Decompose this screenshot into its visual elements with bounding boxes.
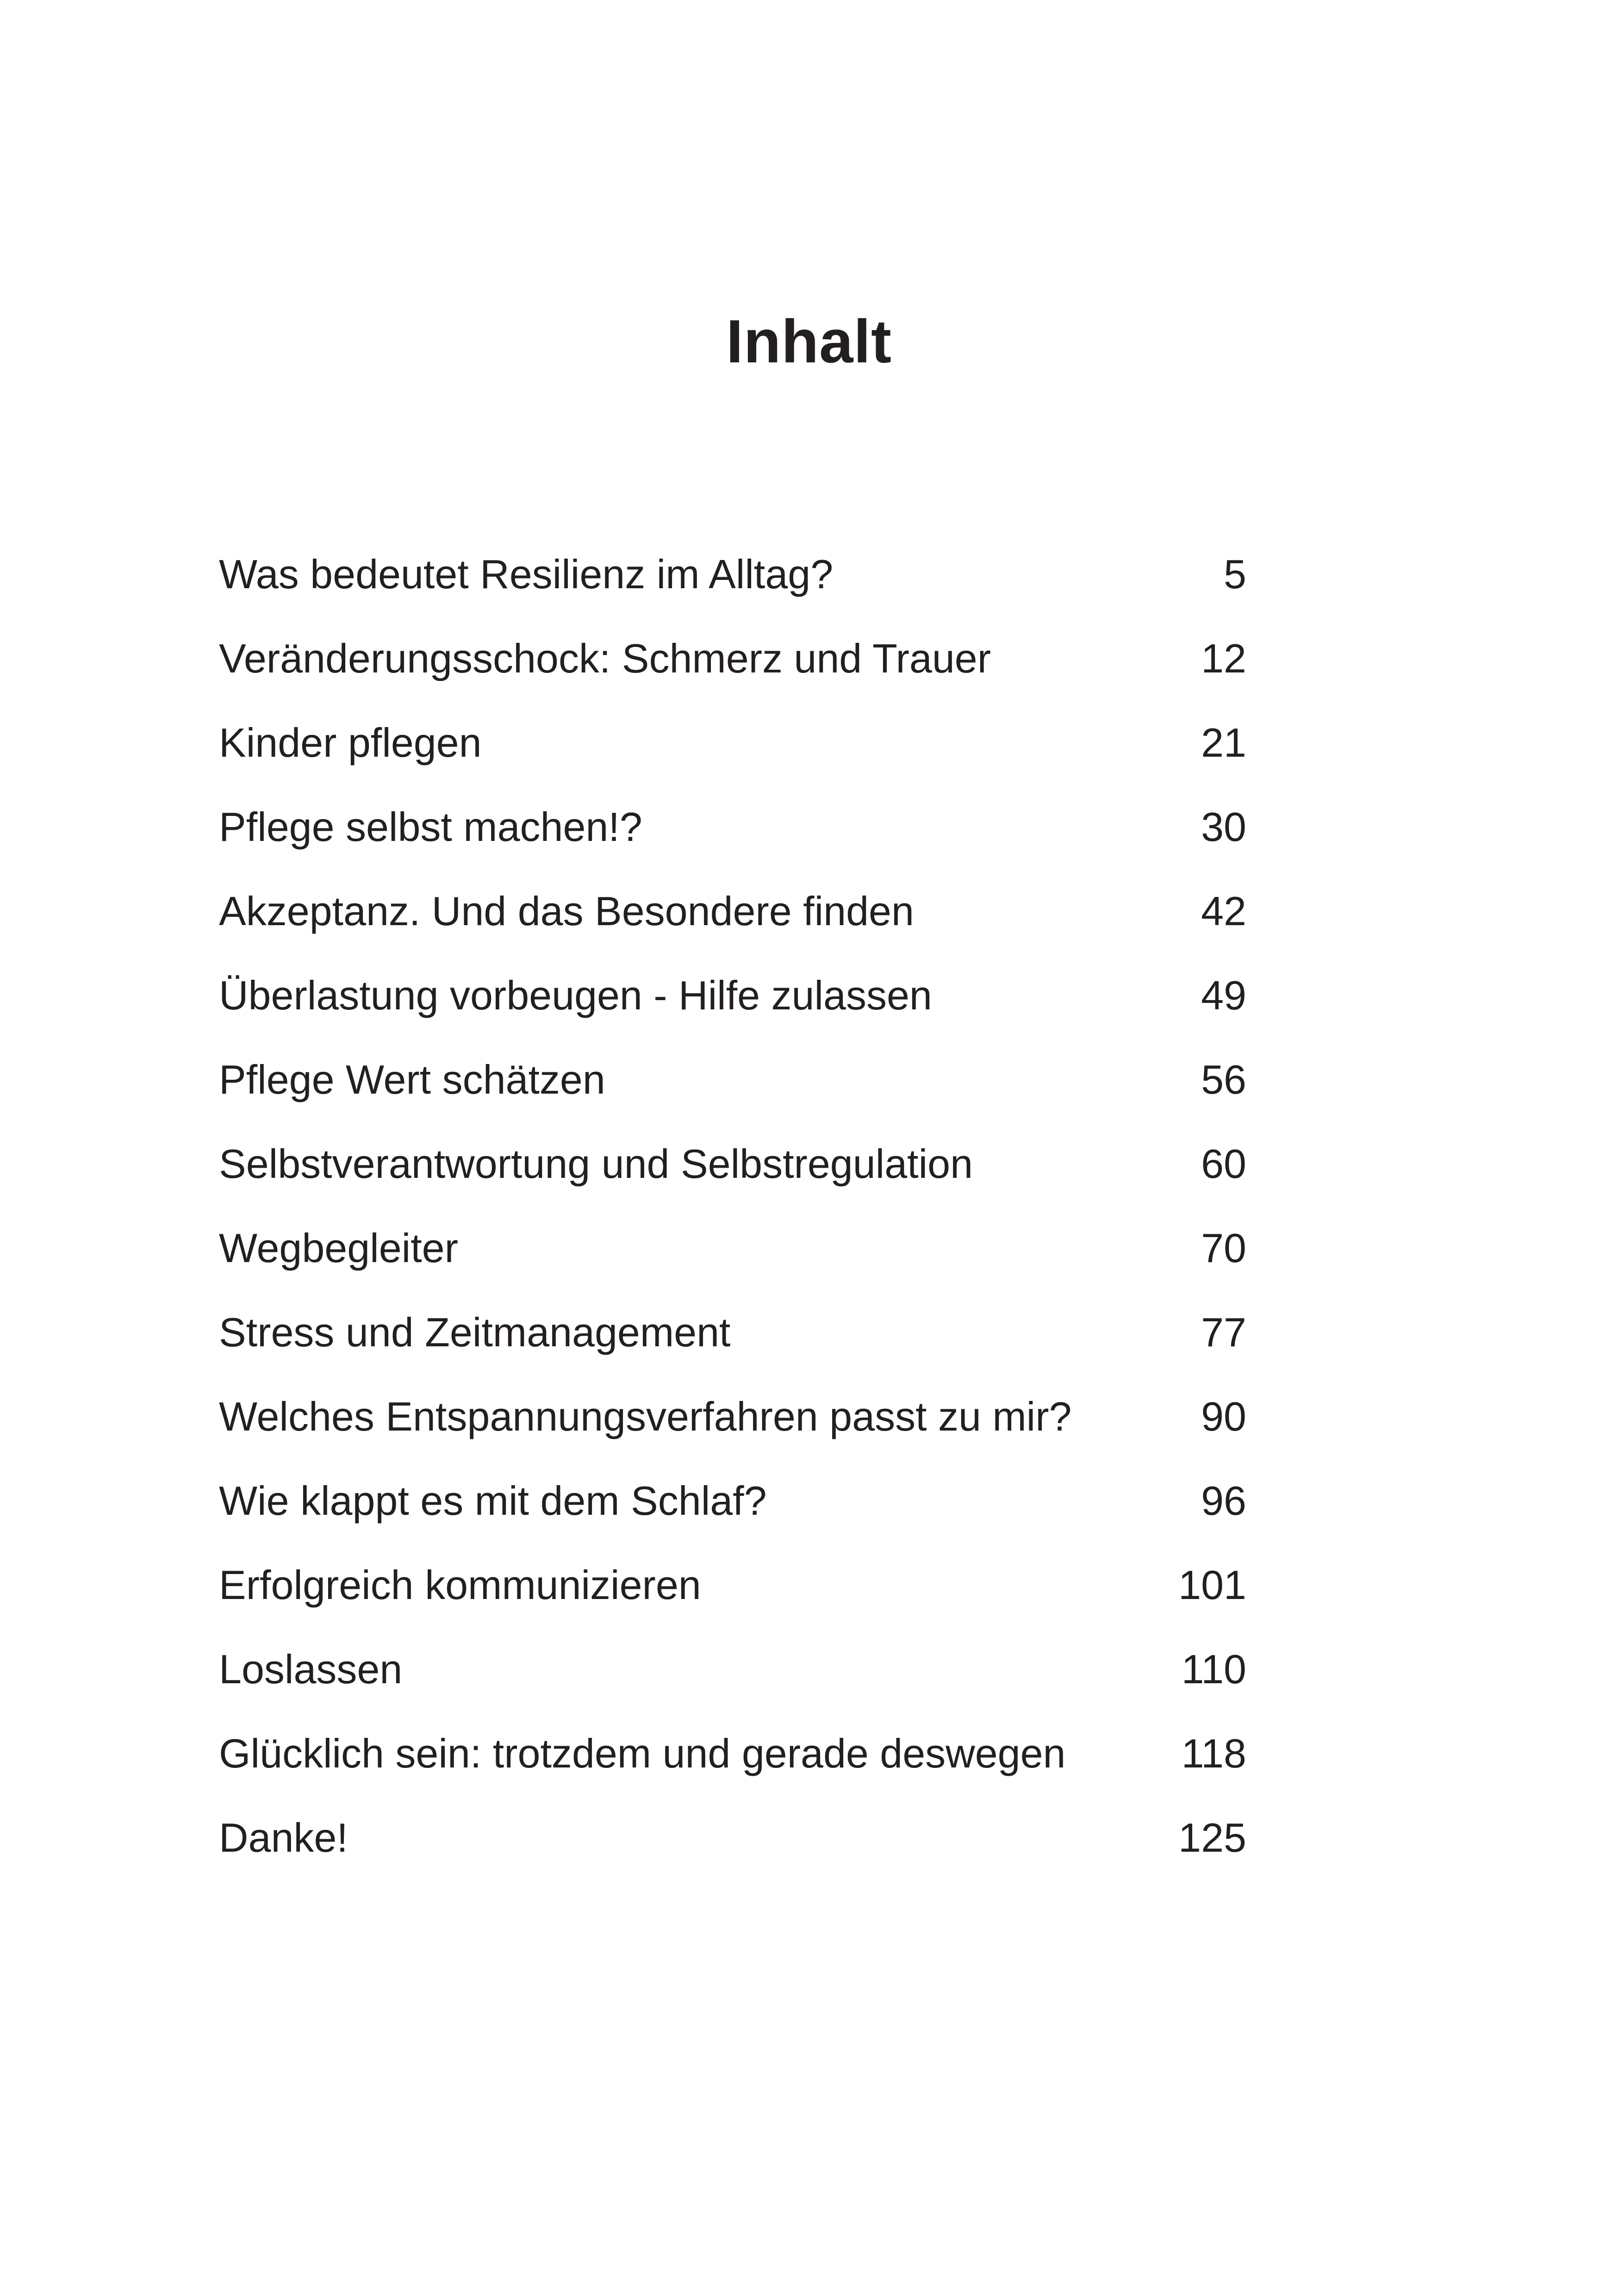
- toc-entry: [219, 785, 1246, 869]
- toc-entry: [219, 1122, 1246, 1206]
- toc-entry-page-number: 56: [1201, 1057, 1246, 1102]
- toc-entry: [219, 616, 1246, 701]
- toc-entry: [219, 1290, 1246, 1375]
- toc-entry-title: Wegbegleiter: [219, 1225, 458, 1271]
- toc-entry-title: Pflege Wert schätzen: [219, 1057, 605, 1102]
- toc-entry: [219, 1543, 1246, 1627]
- toc-entry-page-number: 125: [1178, 1815, 1246, 1860]
- toc-entry-title: Glücklich sein: trotzdem und gerade deswegen: [219, 1730, 1066, 1776]
- toc-entry-title: Stress und Zeitmanagement: [219, 1309, 731, 1355]
- toc-entry: [219, 1796, 1246, 1880]
- toc-entry-title: Selbstverantwortung und Selbstregulation: [219, 1141, 973, 1187]
- toc-entry: [219, 953, 1246, 1038]
- toc-entry: [219, 1038, 1246, 1122]
- toc-entry-page-number: 49: [1201, 972, 1246, 1018]
- toc-entry-title: Veränderungsschock: Schmerz und Trauer: [219, 635, 991, 681]
- toc-entry: [219, 1627, 1246, 1711]
- toc-entry-page-number: 60: [1201, 1141, 1246, 1187]
- toc-entry-page-number: 21: [1201, 720, 1246, 765]
- toc-entry: [219, 869, 1246, 953]
- table-of-contents: [219, 532, 1246, 1880]
- toc-entry-title: Wie klappt es mit dem Schlaf?: [219, 1478, 767, 1524]
- toc-entry-title: Danke!: [219, 1815, 348, 1860]
- toc-entry-title: Akzeptanz. Und das Besondere finden: [219, 888, 914, 934]
- toc-entry-page-number: 101: [1178, 1562, 1246, 1608]
- toc-entry-page-number: 12: [1201, 635, 1246, 681]
- toc-entry-page-number: 30: [1201, 804, 1246, 850]
- toc-entry-page-number: 118: [1181, 1730, 1246, 1776]
- toc-entry-page-number: 5: [1224, 551, 1246, 597]
- toc-entry-title: Überlastung vorbeugen - Hilfe zulassen: [219, 972, 932, 1018]
- toc-entry-page-number: 110: [1181, 1646, 1246, 1692]
- toc-entry-title: Erfolgreich kommunizieren: [219, 1562, 701, 1608]
- toc-entry-page-number: 70: [1201, 1225, 1246, 1271]
- toc-entry-page-number: 42: [1201, 888, 1246, 934]
- toc-entry-title: Was bedeutet Resilienz im Alltag?: [219, 551, 834, 597]
- toc-entry: [219, 1206, 1246, 1290]
- toc-entry: [219, 1711, 1246, 1796]
- toc-entry-title: Loslassen: [219, 1646, 403, 1692]
- page-title: Inhalt: [726, 307, 892, 376]
- toc-entry-page-number: 90: [1201, 1394, 1246, 1439]
- toc-entry-title: Kinder pflegen: [219, 720, 482, 765]
- toc-entry: [219, 1375, 1246, 1459]
- toc-entry-page-number: 77: [1201, 1309, 1246, 1355]
- toc-entry: [219, 701, 1246, 785]
- toc-entry-title: Welches Entspannungsverfahren passt zu mir?: [219, 1394, 1072, 1439]
- toc-entry-page-number: 96: [1201, 1478, 1246, 1524]
- toc-entry: [219, 1459, 1246, 1543]
- toc-entry: [219, 532, 1246, 616]
- toc-entry-title: Pflege selbst machen!?: [219, 804, 642, 850]
